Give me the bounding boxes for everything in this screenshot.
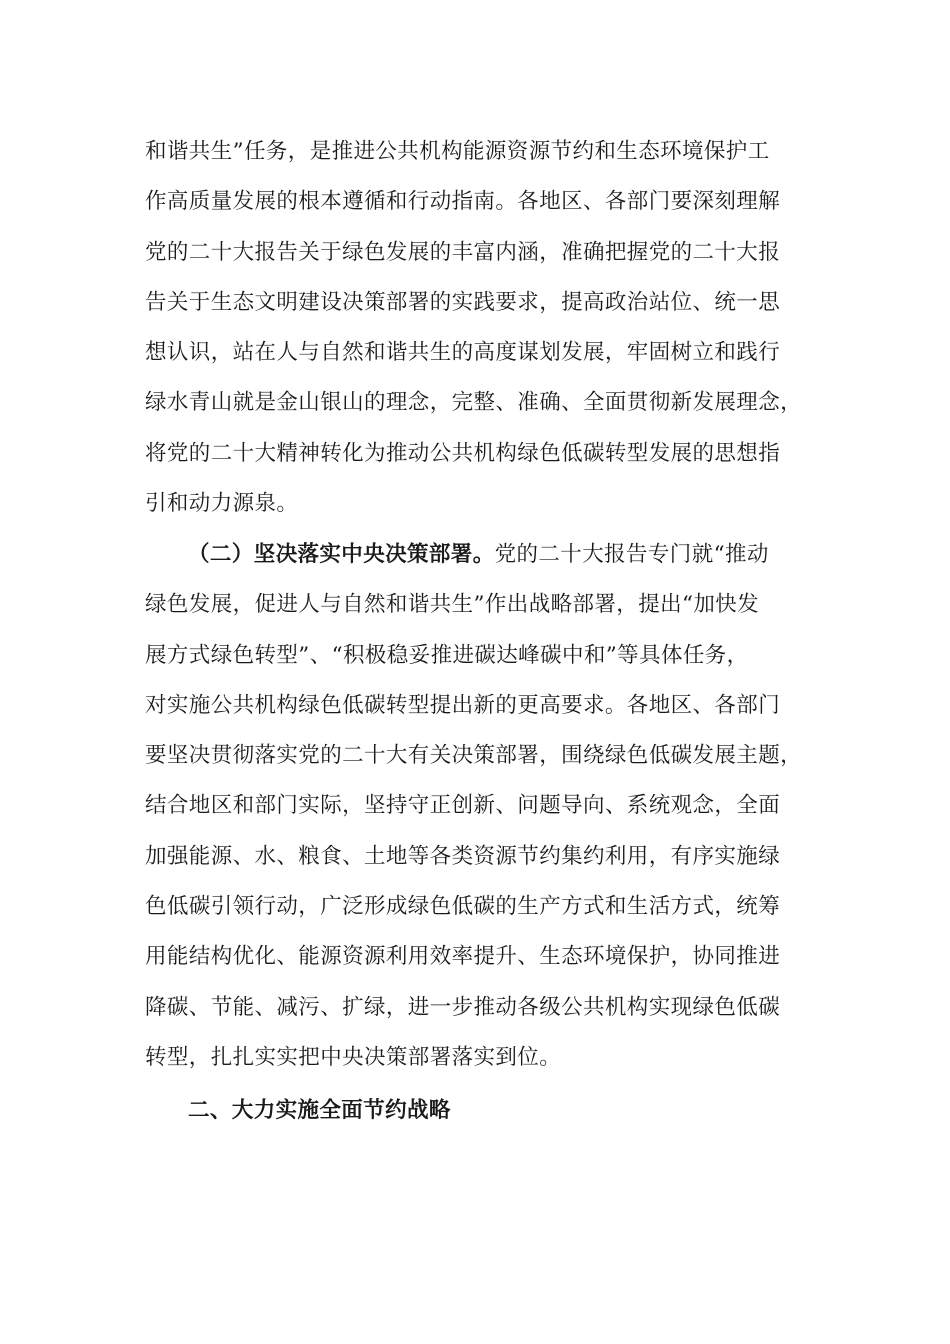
paragraph-line: 转型，扎扎实实把中央决策部署落实到位。 <box>145 1044 562 1070</box>
paragraph-line: 色低碳引领行动，广泛形成绿色低碳的生产方式和生活方式，统筹 <box>145 894 781 920</box>
paragraph-line: 党的二十大报告关于绿色发展的丰富内涵，准确把握党的二十大报 <box>145 239 781 265</box>
paragraph-line: 和谐共生”任务，是推进公共机构能源资源节约和生态环境保护工 <box>145 139 770 164</box>
paragraph-line-rest: 党的二十大报告专门就“推动 <box>494 542 769 567</box>
paragraph-line: 告关于生态文明建设决策部署的实践要求，提高政治站位、统一思 <box>145 289 781 315</box>
paragraph-line: 绿水青山就是金山银山的理念，完整、准确、全面贯彻新发展理念， <box>145 390 803 416</box>
paragraph-line: 引和动力源泉。 <box>145 491 299 517</box>
paragraph-line: 结合地区和部门实际，坚持守正创新、问题导向、系统观念，全面 <box>145 793 781 819</box>
paragraph-line: 绿色发展，促进人与自然和谐共生”作出战略部署，提出“加快发 <box>145 592 760 618</box>
paragraph-line: 要坚决贯彻落实党的二十大有关决策部署，围绕绿色低碳发展主题， <box>145 743 803 769</box>
paragraph-line: 展方式绿色转型”、“积极稳妥推进碳达峰碳中和”等具体任务， <box>145 642 749 668</box>
paragraph-2 <box>145 530 825 1083</box>
paragraph-line: 降碳、节能、减污、扩绿，进一步推动各级公共机构实现绿色低碳 <box>145 994 781 1020</box>
paragraph-line: 对实施公共机构绿色低碳转型提出新的更高要求。各地区、各部门 <box>145 692 781 718</box>
paragraph-line: 用能结构优化、能源资源利用效率提升、生态环境保护，协同推进 <box>145 944 781 970</box>
paragraph-line: 将党的二十大精神转化为推动公共机构绿色低碳转型发展的思想指 <box>145 440 781 466</box>
paragraph-line: 作高质量发展的根本遵循和行动指南。各地区、各部门要深刻理解 <box>145 189 781 215</box>
subsection-heading: （二）坚决落实中央决策部署。 <box>188 542 495 567</box>
paragraph-line: 加强能源、水、粮食、土地等各类资源节约集约利用，有序实施绿 <box>145 843 781 869</box>
paragraph-first-line <box>145 530 825 580</box>
paragraph-1 <box>145 127 825 529</box>
section-heading: 二、大力实施全面节约战略 <box>188 1098 451 1123</box>
paragraph-line: 想认识，站在人与自然和谐共生的高度谋划发展，牢固树立和践行 <box>145 340 781 366</box>
